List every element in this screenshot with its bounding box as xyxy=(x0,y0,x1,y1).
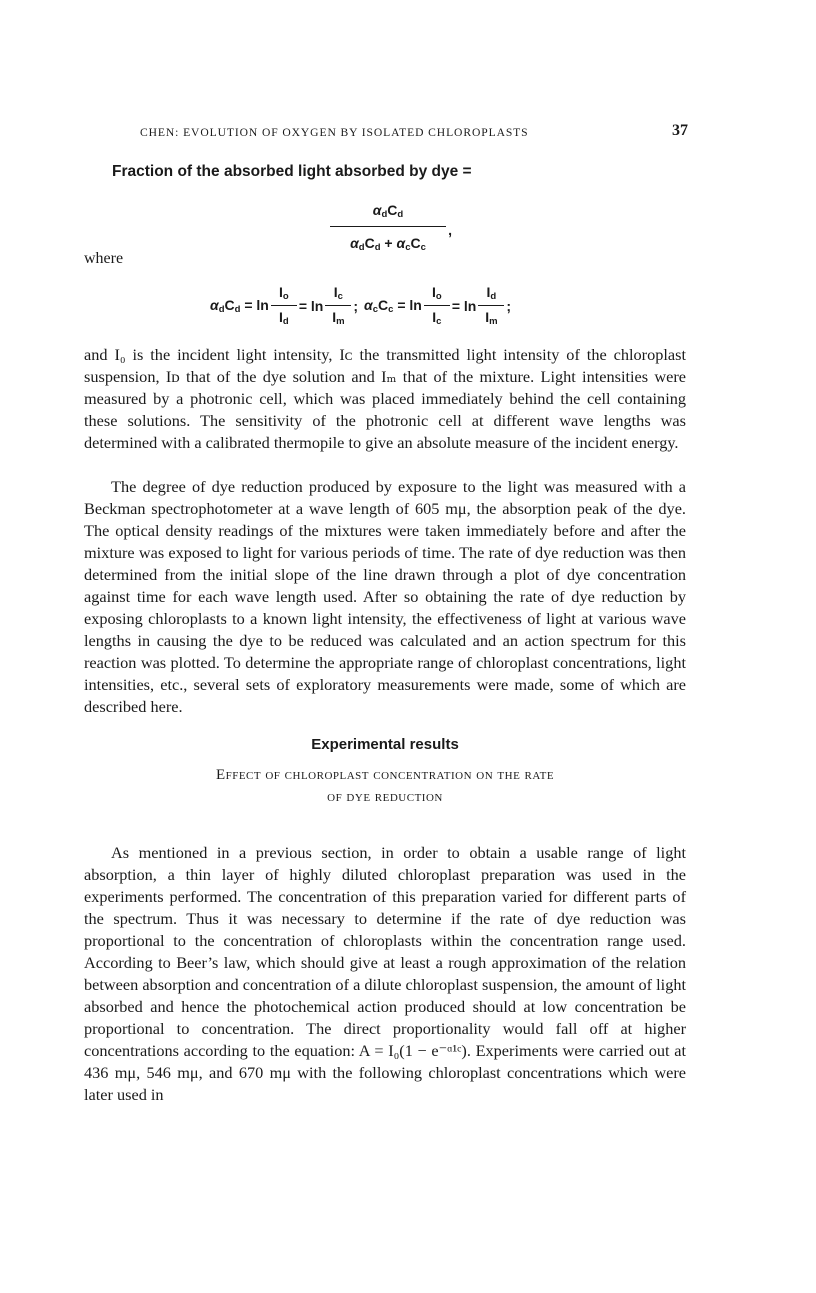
paragraph: The degree of dye reduction produced by exposure to the light was measured with a Beckman spectrophotometer at a wave length of 605 mμ, the absorption peak of the dye. The optical density readings of the mixtures were taken immediately before and after the mixture was exposed to light for various periods of time. The rate of dye reduction was then determined from the initial slope of the line drawn through a plot of dye concentration against time for each wave length used. After so obtaining the rate of dye reduction by exposing chloroplasts to a known light intensity, the effectiveness of light at various wave lengths in causing the dye to be reduced was calculated and an action spectrum for this reaction was plotted. To determine the appropriate range of chloroplast concentrations, light intensities, etc., several sets of exploratory measurements were made, some of which are described here. xyxy=(84,477,686,716)
where-label: where xyxy=(84,250,124,267)
paragraph-definitions xyxy=(84,344,686,454)
paragraph: and I₀ is the incident light intensity, Iᴄ the transmitted light intensity of the chloroplast suspension, Iᴅ that of the dye solution and Iₘ that of the mixture. Light intensities were measured by a photronic cell, which was placed immediately behind the cell containing these solutions. The sensitivity of the photronic cell at different wave lengths was determined with a calibrated thermopile to give an absolute measure of the incident energy. xyxy=(84,345,686,452)
section-heading: Experimental results xyxy=(311,736,459,753)
paragraph: As mentioned in a previous section, in order to obtain a usable range of light absorption, a thin layer of highly diluted chloroplast preparation was used in the experiments performed. The concentration of this preparation varied for different parts of the spectrum. Thus it was necessary to determine if the rate of dye reduction was proportional to the concentration of chloroplasts within the concentration range used. According to Beer’s law, which should give at least a rough approximation of the relation between absorption and concentration of a dilute chloroplast suspension, the amount of light absorbed and hence the photochemical action produced should at low concentration be proportional to concentration. The direct proportionality would fall off at higher concentrations according to the equation: A = I₀(1 − e⁻ᵅ¹ᶜ). Experiments were carried out at 436 mμ, 546 mμ, and 670 mμ with the following chloroplast concentrations which were later used in xyxy=(84,843,686,1104)
equation-definitions: $\alpha_dC_d = \ln$ $\frac{I_o}{I_d}$ = ln $\frac{I_c}{I_m}$ ; $\alpha_cC_c = \ln$ $\frac{I_o}{I_c}$ = ln $\frac{I_d}{I_m}$ ; xyxy=(210,284,512,327)
page-number: 37 xyxy=(672,122,688,139)
subsection-heading-line1: Effect of chloroplast concentration on the rate xyxy=(215,767,555,783)
eq1-numerator: $\alpha_dC_d$ xyxy=(372,202,404,220)
fraction-label: Fraction of the absorbed light absorbed by dye = xyxy=(112,163,472,180)
equation-fraction-absorbed xyxy=(330,202,452,253)
eq1-denominator: $\alpha_dC_d + \alpha_cC_c$ xyxy=(330,226,446,253)
paragraph-methods xyxy=(84,476,686,718)
eq1-comma: , xyxy=(448,222,452,238)
running-head: CHEN: EVOLUTION OF OXYGEN BY ISOLATED CHLOROPLASTS xyxy=(140,126,529,139)
paragraph-results xyxy=(84,842,686,1106)
subsection-heading xyxy=(120,764,650,808)
subsection-heading-line2: of dye reduction xyxy=(327,789,443,805)
page-header xyxy=(140,122,692,144)
